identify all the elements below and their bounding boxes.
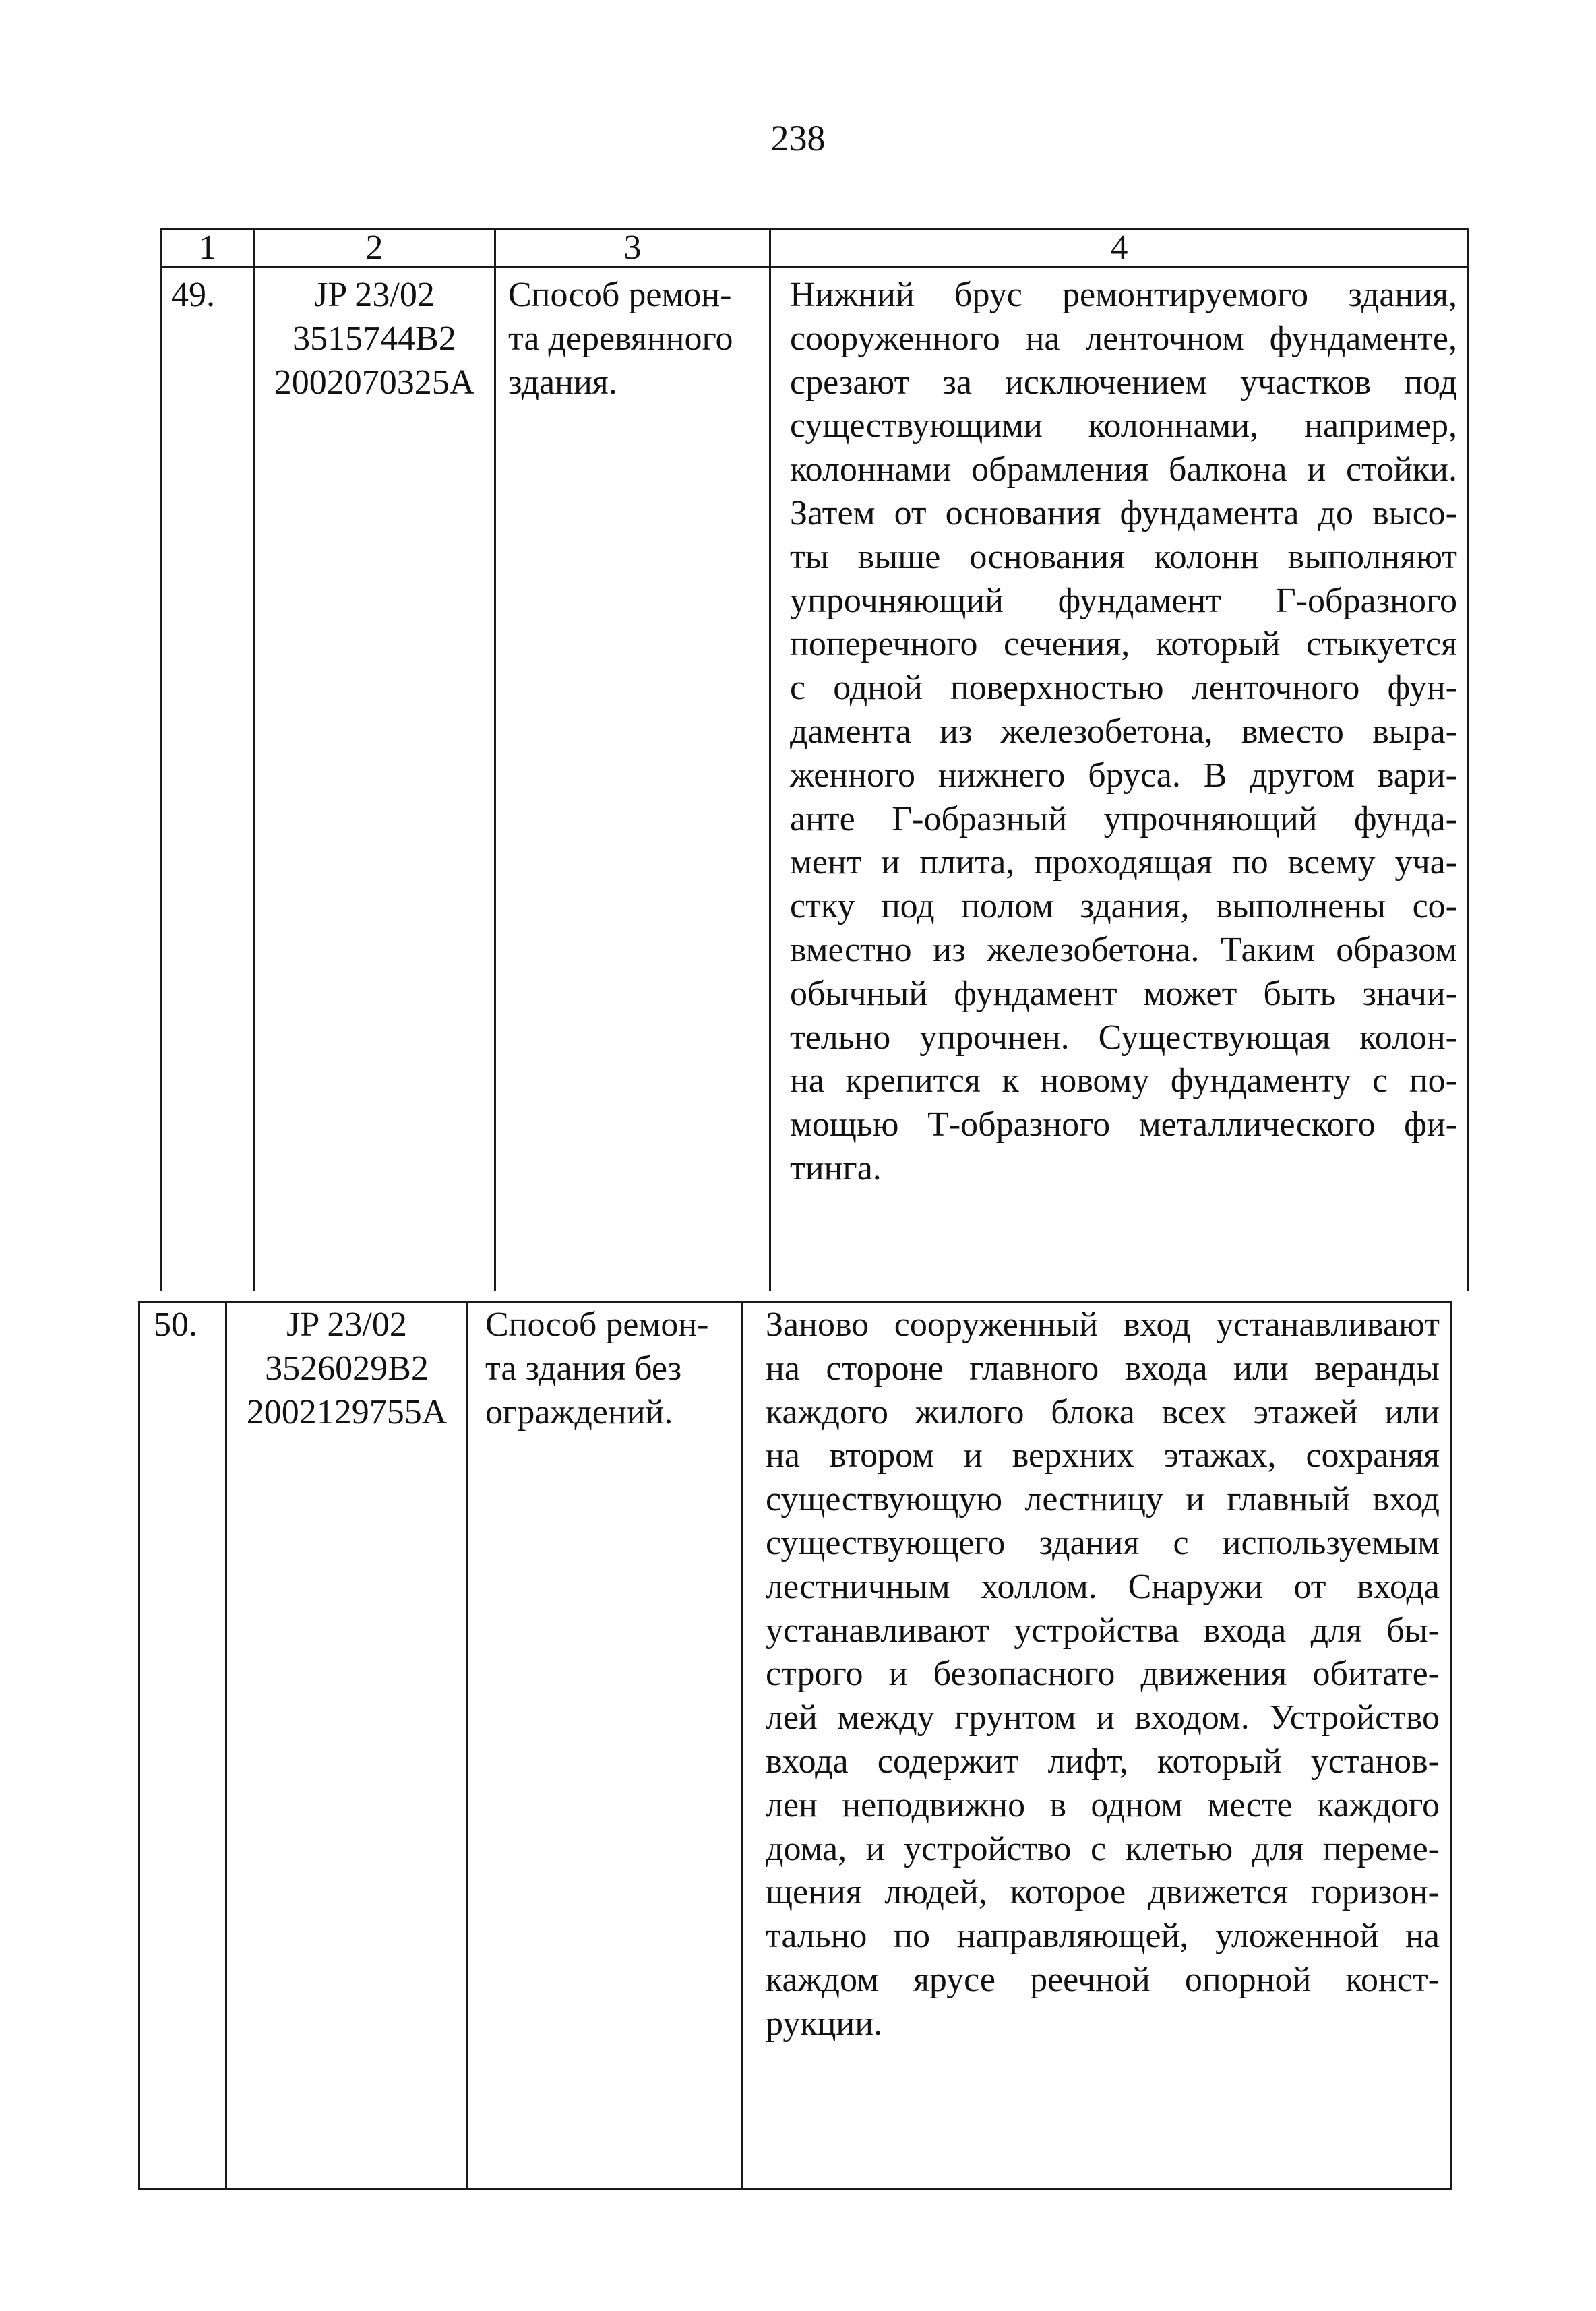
row-49-description-line: мощью Т-образного металлического фи- — [790, 1105, 1457, 1144]
row-49-number: 49. — [171, 276, 215, 314]
row-50-description-line: входа содержит лифт, который установ- — [766, 1742, 1440, 1781]
row-49-patent-line: 2002070325A — [274, 363, 475, 402]
row-49-description — [790, 274, 1457, 1191]
lower-col-divider-3 — [741, 1301, 743, 2190]
row-49-title — [508, 274, 733, 404]
row-50-patent-line: 3526029B2 — [265, 1349, 429, 1388]
row-50-description-line: устанавливают устройства входа для бы- — [766, 1611, 1440, 1650]
row-50-description-line: лей между грунтом и входом. Устройство — [766, 1698, 1440, 1737]
row-49-description-line: тельно упрочнен. Существующая колон- — [790, 1018, 1457, 1057]
row-50-patent-numbers — [227, 1303, 466, 1434]
lower-table-left-border — [138, 1301, 140, 2190]
header-col-1: 1 — [199, 228, 216, 267]
row-50-title — [485, 1303, 708, 1434]
row-50-description-line: каждом ярусе реечной опорной конст- — [766, 1960, 1440, 1999]
row-49-patent-numbers — [255, 274, 494, 404]
row-49-description-line: Затем от основания фундамента до высо- — [790, 493, 1457, 532]
row-50-description-line: существующего здания с используемым — [766, 1523, 1440, 1562]
row-49-description-line: обычный фундамент может быть значи- — [790, 974, 1457, 1013]
row-49-description-line: колоннами обрамления балкона и стойки. — [790, 450, 1457, 489]
row-50-description-line: тально по направляющей, уложенной на — [766, 1917, 1440, 1956]
lower-table-right-border — [1450, 1301, 1452, 2190]
row-49-description-line: анте Г-образный упрочняющий фунда- — [790, 799, 1457, 838]
row-49-description-line: женного нижнего бруса. В другом вари- — [790, 756, 1457, 795]
row-49-description-line: существующими колоннами, например, — [790, 406, 1457, 445]
lower-table-top-border — [138, 1301, 1452, 1303]
row-50-description-line: дома, и устройство с клетью для переме- — [766, 1829, 1440, 1868]
row-50-number: 50. — [154, 1305, 197, 1344]
header-col-4: 4 — [1110, 228, 1128, 267]
row-49-description-line: дамента из железобетона, вместо выра- — [790, 712, 1457, 751]
row-49-description-line: сооруженного на ленточном фундаменте, — [790, 319, 1457, 358]
row-49-description-line: мент и плита, проходящая по всему уча- — [790, 843, 1457, 882]
row-49-description-line: поперечного сечения, который стыкуется — [790, 625, 1457, 664]
row-50-title-line: та здания без — [485, 1349, 682, 1388]
upper-col-divider-2 — [494, 228, 496, 1291]
header-col-3: 3 — [623, 228, 642, 267]
row-50-description-line: на втором и верхних этажах, сохраняя — [766, 1436, 1440, 1475]
header-col-2: 2 — [365, 228, 383, 267]
row-50-description-line: лестничным холлом. Снаружи от входа — [766, 1567, 1440, 1606]
row-50-description-line: существующую лестницу и главный вход — [766, 1480, 1440, 1519]
row-49-title-line: та деревянного — [508, 319, 733, 358]
upper-col-divider-3 — [769, 228, 771, 1291]
row-50-title-line: ограждений. — [485, 1392, 673, 1431]
row-50-description-line: лен неподвижно в одном месте каждого — [766, 1785, 1440, 1824]
row-49-description-line: вместно из железобетона. Таким образом — [790, 930, 1457, 969]
row-50-patent-line: 2002129755A — [246, 1392, 448, 1431]
row-49-description-line: стку под полом здания, выполнены со- — [790, 887, 1457, 926]
lower-table-bottom-border — [138, 2188, 1452, 2190]
row-50-description-line: каждого жилого блока всех этажей или — [766, 1392, 1440, 1431]
row-49-description-line: срезают за исключением участков под — [790, 363, 1457, 402]
row-49-title-line: здания. — [508, 363, 617, 402]
row-50-title-line: Способ ремон- — [485, 1305, 709, 1344]
row-50-description-line: строго и безопасного движения обитате- — [766, 1655, 1440, 1694]
row-50-description-line: щения людей, которое движется горизон- — [766, 1873, 1440, 1912]
row-49-description-line: на крепится к новому фундаменту с по- — [790, 1061, 1457, 1101]
row-50-description-line: Заново сооруженный вход устанавливают — [766, 1305, 1440, 1344]
row-50-description-line: рукции. — [766, 2004, 883, 2043]
row-49-description-line: Нижний брус ремонтируемого здания, — [790, 276, 1457, 314]
row-50-description-line: на стороне главного входа или веранды — [766, 1349, 1440, 1388]
page-number: 238 — [770, 118, 826, 158]
lower-col-divider-2 — [466, 1301, 468, 2190]
row-49-description-line: упрочняющий фундамент Г-образного — [790, 581, 1457, 620]
upper-table-right-border — [1467, 228, 1469, 1291]
row-49-patent-line: JP 23/02 — [314, 276, 435, 314]
row-49-description-line: ты выше основания колонн выполняют — [790, 537, 1457, 576]
row-50-description — [766, 1303, 1440, 2046]
row-49-patent-line: 3515744B2 — [293, 319, 456, 358]
row-49-description-line: с одной поверхностью ленточного фун- — [790, 669, 1457, 708]
row-49-description-line: тинга. — [790, 1148, 882, 1188]
row-50-patent-line: JP 23/02 — [286, 1305, 407, 1344]
row-49-title-line: Способ ремон- — [508, 276, 732, 314]
upper-table-left-border — [160, 228, 162, 1291]
